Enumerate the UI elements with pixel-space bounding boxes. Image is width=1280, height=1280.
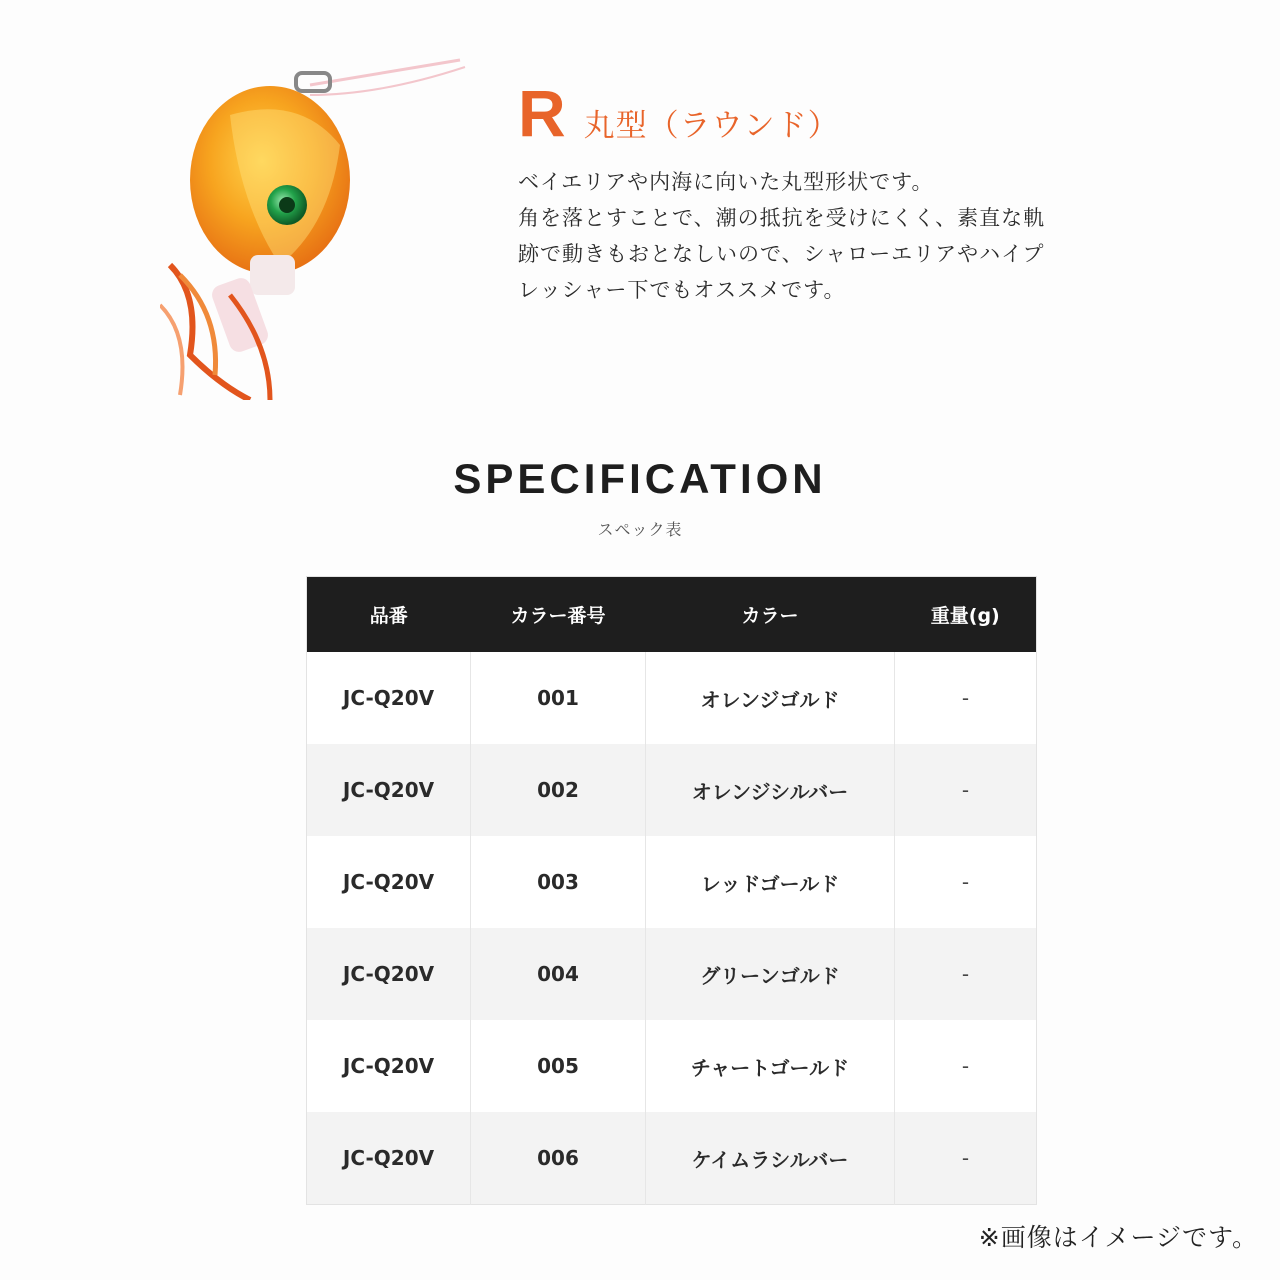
cell-weight: - <box>895 1112 1037 1205</box>
table-row <box>307 744 1037 836</box>
cell-weight: - <box>895 928 1037 1020</box>
cell-color-number: 004 <box>471 928 646 1020</box>
type-heading <box>518 76 1138 150</box>
spec-title: SPECIFICATION <box>453 455 827 502</box>
description-line: ベイエリアや内海に向いた丸型形状です。 <box>518 170 934 194</box>
table-row <box>307 836 1037 928</box>
cell-color-number: 006 <box>471 1112 646 1205</box>
cell-color-number: 001 <box>471 652 646 744</box>
cell-color: オレンジゴルド <box>646 652 895 744</box>
cell-weight: - <box>895 1020 1037 1112</box>
cell-product-code: JC-Q20V <box>307 1112 471 1205</box>
header-color-number: カラー番号 <box>471 577 646 653</box>
description-line: 角を落とすことで、潮の抵抗を受けにくく、素直な軌 <box>518 206 1046 230</box>
description-line: 跡で動きもおとなしいので、シャローエリアやハイプ <box>518 242 1045 266</box>
header-color: カラー <box>646 577 895 653</box>
spec-table <box>306 576 1037 1205</box>
cell-product-code: JC-Q20V <box>307 928 471 1020</box>
header-weight: 重量(g) <box>895 577 1037 653</box>
hero-section <box>518 76 1138 308</box>
cell-color: レッドゴールド <box>646 836 895 928</box>
table-row <box>307 1112 1037 1205</box>
cell-color-number: 002 <box>471 744 646 836</box>
cell-product-code: JC-Q20V <box>307 1020 471 1112</box>
table-row <box>307 652 1037 744</box>
cell-product-code: JC-Q20V <box>307 744 471 836</box>
cell-color: グリーンゴルド <box>646 928 895 1020</box>
table-row <box>307 928 1037 1020</box>
table-header-row <box>307 577 1037 653</box>
table-row <box>307 1020 1037 1112</box>
description <box>518 164 1138 308</box>
type-name: 丸型（ラウンド） <box>583 108 840 144</box>
header-product-code: 品番 <box>307 577 471 653</box>
lure-illustration <box>160 55 470 400</box>
product-image <box>160 55 470 400</box>
cell-color: ケイムラシルバー <box>646 1112 895 1205</box>
cell-color: オレンジシルバー <box>646 744 895 836</box>
cell-product-code: JC-Q20V <box>307 652 471 744</box>
spec-heading <box>0 455 1280 540</box>
image-disclaimer: ※画像はイメージです。 <box>978 1223 1258 1252</box>
cell-weight: - <box>895 744 1037 836</box>
spec-subtitle: スペック表 <box>597 520 683 539</box>
type-letter: R <box>518 76 566 150</box>
cell-weight: - <box>895 652 1037 744</box>
cell-product-code: JC-Q20V <box>307 836 471 928</box>
cell-color-number: 005 <box>471 1020 646 1112</box>
cell-color: チャートゴールド <box>646 1020 895 1112</box>
cell-weight: - <box>895 836 1037 928</box>
cell-color-number: 003 <box>471 836 646 928</box>
description-line: レッシャー下でもオススメです。 <box>518 278 846 302</box>
